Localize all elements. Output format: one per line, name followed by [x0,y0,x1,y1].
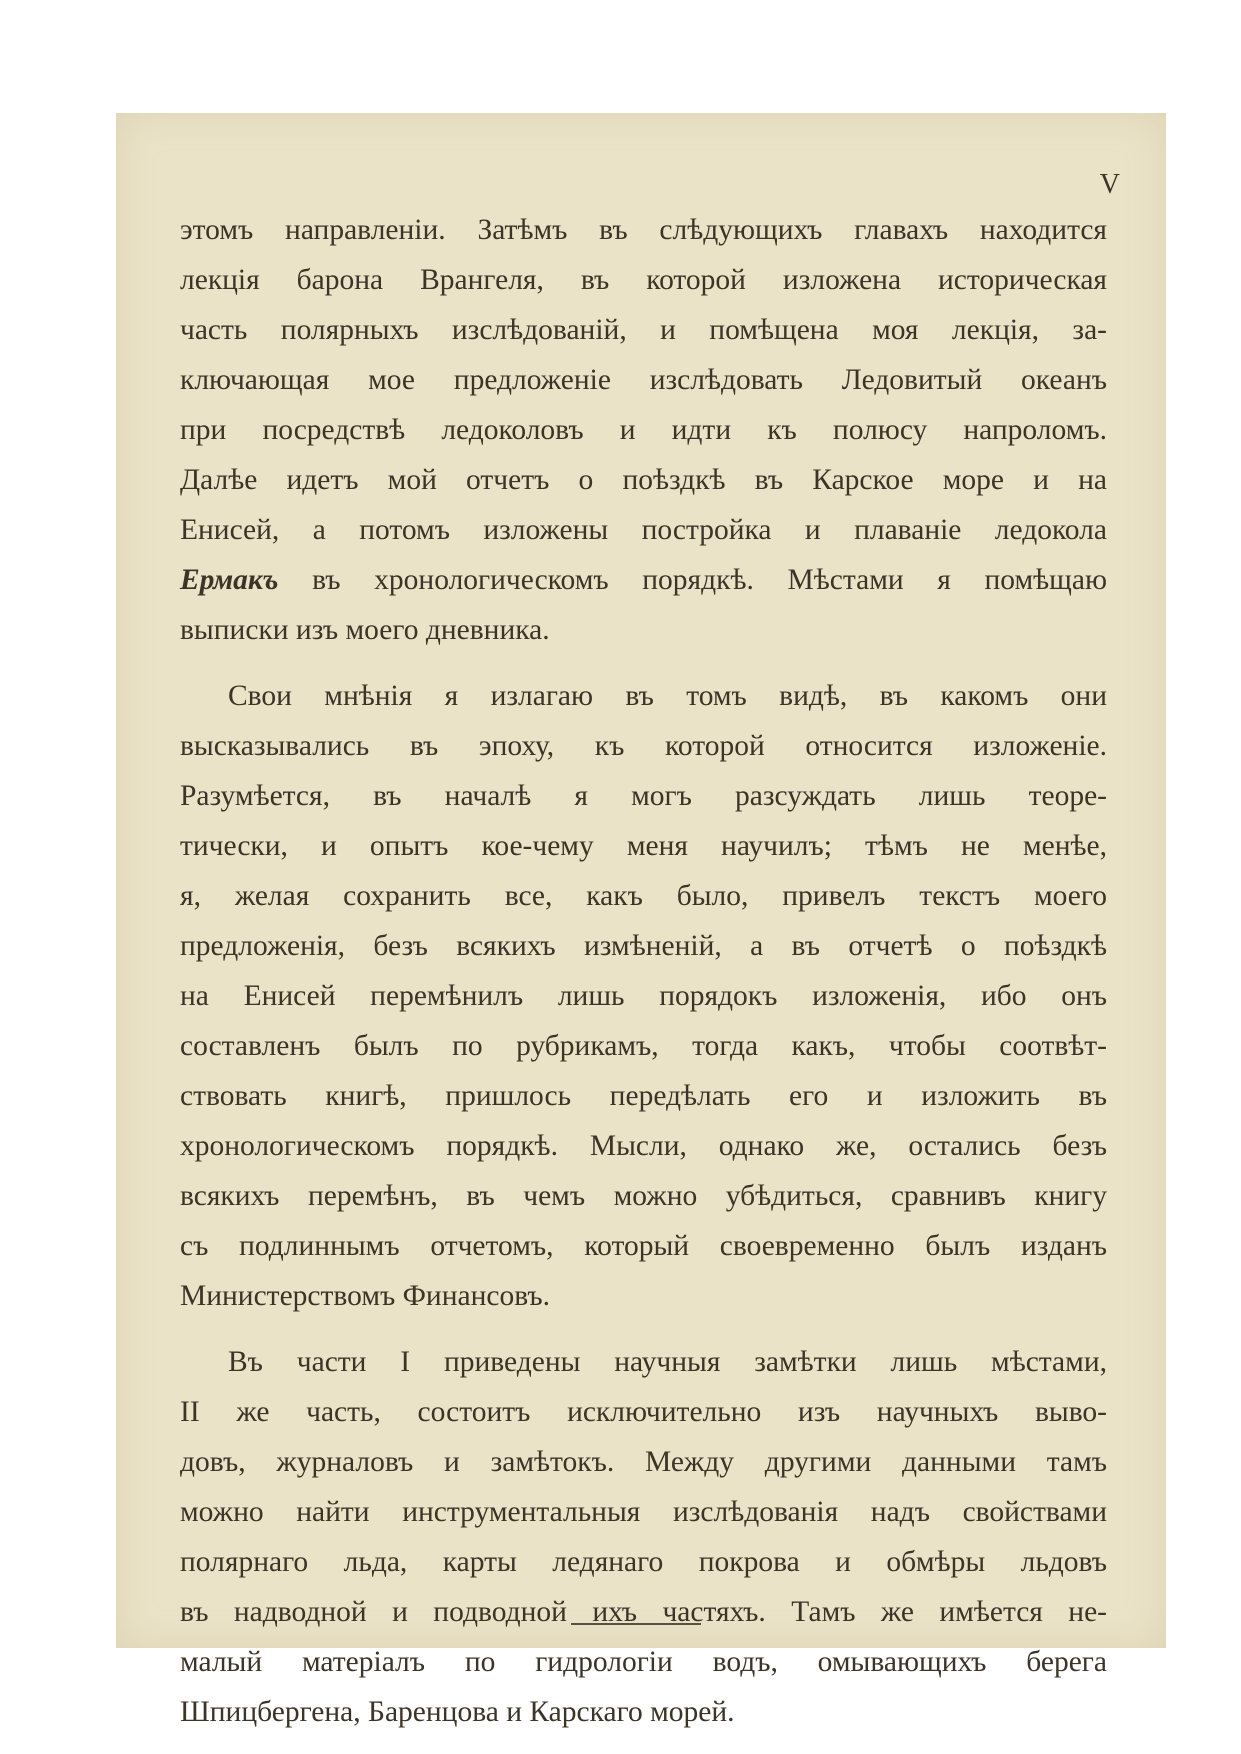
text-line: Енисей, а потомъ изложены постройка и плаваніе ледокола [180,514,1107,546]
paragraph-2 [180,671,1107,1321]
text-line: малый матеріалъ по гидрологіи водъ, омывающихъ берега [180,1646,1107,1678]
body-text [180,205,1107,1753]
text-line: я, желая сохранить все, какъ было, привелъ текстъ моего [180,880,1107,912]
text-line: Шпицбергена, Баренцова и Карскаго морей. [180,1696,735,1728]
text-line: полярнаго льда, карты ледянаго покрова и обмѣры льдовъ [180,1546,1107,1578]
text-line: всякихъ перемѣнъ, въ чемъ можно убѣдиться, сравнивъ книгу [180,1180,1107,1212]
text-line: Свои мнѣнія я излагаю въ томъ видѣ, въ какомъ они [228,680,1107,712]
text-line: выписки изъ моего дневника. [180,614,550,646]
paragraph-1 [180,205,1107,655]
text-line-ship [180,555,1107,605]
text-line: довъ, журналовъ и замѣтокъ. Между другими данными тамъ [180,1446,1107,1478]
text-line: Министерствомъ Финансовъ. [180,1280,551,1312]
text-line: при посредствѣ ледоколовъ и идти къ полюсу напроломъ. [180,414,1107,446]
text-line: хронологическомъ порядкѣ. Мысли, однако же, остались безъ [180,1130,1107,1162]
text-line: лекція барона Врангеля, въ которой изложена историческая [180,264,1107,296]
paragraph-3 [180,1337,1107,1737]
ship-name: Ермакъ [180,564,279,596]
text-line: Далѣе идетъ мой отчетъ о поѣздкѣ въ Карское море и на [180,464,1107,496]
text-line: на Енисей перемѣнилъ лишь порядокъ изложенія, ибо онъ [180,980,1107,1012]
text-line: тически, и опытъ кое-чему меня научилъ; тѣмъ не менѣе, [180,830,1107,862]
ship-line-rest: въ хронологическомъ порядкѣ. Мѣстами я помѣщаю [312,564,1108,596]
text-line: ствовать книгѣ, пришлось передѣлать его и изложить въ [180,1080,1107,1112]
text-line: часть полярныхъ изслѣдованій, и помѣщена моя лекція, за- [180,314,1107,346]
text-line: этомъ направленіи. Затѣмъ въ слѣдующихъ главахъ находится [180,214,1107,246]
text-line: съ подлиннымъ отчетомъ, который своевременно былъ изданъ [180,1230,1107,1262]
text-line: ключающая мое предложеніе изслѣдовать Ледовитый океанъ [180,364,1107,396]
text-line: составленъ былъ по рубрикамъ, тогда какъ, чтобы соотвѣт- [180,1030,1107,1062]
text-line: Въ части I приведены научныя замѣтки лишь мѣстами, [228,1346,1107,1378]
text-line: предложенія, безъ всякихъ измѣненій, а въ отчетѣ о поѣздкѣ [180,930,1107,962]
book-page [116,113,1166,1728]
text-line: высказывались въ эпоху, къ которой относится изложеніе. [180,730,1107,762]
text-line: II же часть, состоитъ исключительно изъ научныхъ выво- [180,1396,1107,1428]
page-number: V [1099,169,1120,200]
text-line: Разумѣется, въ началѣ я могъ разсуждать лишь теоре- [180,780,1107,812]
closing-rule [571,1623,701,1625]
text-line: можно найти инструментальныя изслѣдованія надъ свойствами [180,1496,1107,1528]
text-line: въ надводной и подводной ихъ частяхъ. Тамъ же имѣется не- [180,1596,1107,1628]
